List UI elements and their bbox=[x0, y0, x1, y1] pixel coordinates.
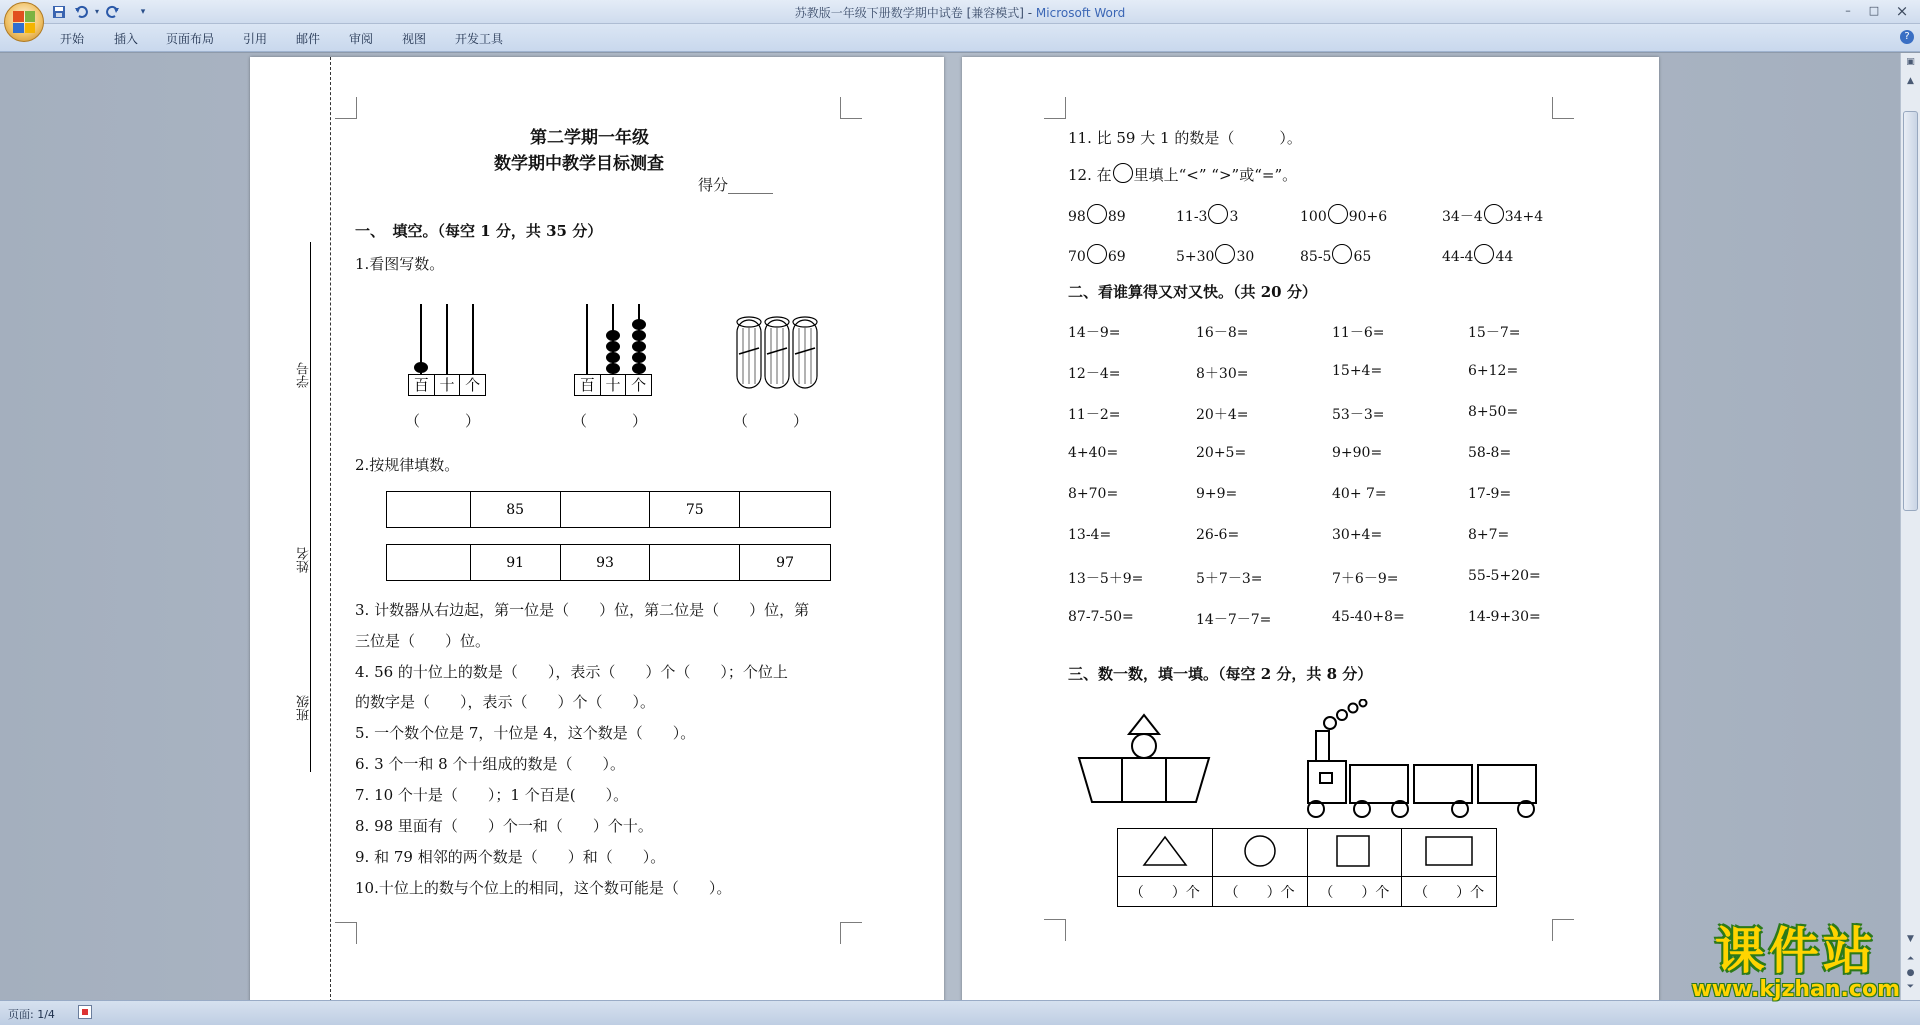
compare-circle[interactable] bbox=[1484, 204, 1504, 224]
margin-name-line bbox=[310, 242, 311, 772]
table-cell bbox=[1307, 829, 1402, 877]
help-icon[interactable]: ? bbox=[1900, 30, 1914, 44]
question-11: 11. 比 59 大 1 的数是（ ）。 bbox=[1068, 129, 1302, 147]
site-watermark bbox=[1691, 922, 1900, 1002]
scroll-up-icon[interactable]: ▲ bbox=[1907, 76, 1914, 86]
tab-references[interactable]: 引用 bbox=[243, 32, 268, 46]
count-blank[interactable]: （ ）个 bbox=[1307, 877, 1402, 907]
office-logo-icon bbox=[13, 11, 35, 33]
calc-problem: 15－7= bbox=[1468, 325, 1521, 341]
name-label: 姓名 bbox=[297, 547, 312, 573]
crop-mark bbox=[1044, 919, 1066, 941]
compare-circle[interactable] bbox=[1087, 204, 1107, 224]
tab-insert[interactable]: 插入 bbox=[114, 32, 139, 46]
calc-problem: 30+4= bbox=[1332, 527, 1383, 543]
calc-problem: 11－6= bbox=[1332, 325, 1385, 341]
score-field: 得分______ bbox=[698, 176, 774, 194]
crop-mark bbox=[335, 922, 357, 944]
calc-problem: 9+9= bbox=[1196, 486, 1238, 502]
question-8: 8. 98 里面有（ ）个一和（ ）个十。 bbox=[355, 817, 653, 835]
table-cell bbox=[1402, 829, 1497, 877]
calc-problem: 6+12= bbox=[1468, 363, 1519, 379]
section2-heading: 二、看谁算得又对又快。（共 20 分） bbox=[1068, 283, 1317, 301]
triangle-icon bbox=[1140, 833, 1190, 869]
binding-line bbox=[330, 57, 331, 1000]
sequence-table-2 bbox=[386, 544, 831, 581]
compare-item: 34－4 34+4 bbox=[1442, 204, 1543, 226]
table-cell[interactable]: 75 bbox=[650, 492, 740, 528]
exam-title-line2: 数学期中教学目标测查 bbox=[494, 154, 664, 174]
table-cell[interactable]: 91 bbox=[470, 545, 560, 581]
shape-count-table bbox=[1117, 828, 1497, 907]
table-cell[interactable]: 97 bbox=[740, 545, 831, 581]
question-12 bbox=[1068, 163, 1297, 185]
compare-item: 85-5 65 bbox=[1300, 244, 1371, 265]
status-bar bbox=[0, 1000, 1920, 1025]
square-icon bbox=[1334, 833, 1374, 869]
compare-item: 98 89 bbox=[1068, 204, 1126, 225]
calc-problem: 20＋4= bbox=[1196, 407, 1249, 423]
app-name: Microsoft Word bbox=[1035, 6, 1126, 20]
calc-problem: 9+90= bbox=[1332, 445, 1383, 461]
compare-item: 11-3 3 bbox=[1176, 204, 1238, 225]
calc-problem: 17-9= bbox=[1468, 486, 1512, 502]
prev-page-icon[interactable]: ⏶ bbox=[1906, 954, 1915, 964]
close-button[interactable]: × bbox=[1895, 2, 1909, 20]
vertical-scrollbar[interactable] bbox=[1900, 53, 1920, 1000]
compare-circle[interactable] bbox=[1215, 244, 1235, 264]
count-blank[interactable]: （ ）个 bbox=[1402, 877, 1497, 907]
calc-problem: 40+ 7= bbox=[1332, 486, 1387, 502]
calc-problem: 12－4= bbox=[1068, 366, 1121, 382]
section3-heading: 三、数一数，填一填。（每空 2 分，共 8 分） bbox=[1068, 665, 1373, 683]
question-7: 7. 10 个十是（ ）；1 个百是( ）。 bbox=[355, 786, 629, 804]
calc-problem: 8+7= bbox=[1468, 527, 1510, 543]
calc-problem: 8+50= bbox=[1468, 404, 1519, 420]
stick-bundles-image bbox=[735, 314, 820, 394]
tab-home[interactable]: 开始 bbox=[60, 32, 85, 46]
count-blank[interactable]: （ ）个 bbox=[1118, 877, 1213, 907]
question-2: 2.按规律填数。 bbox=[355, 456, 460, 474]
section1-heading: 一、 填空。（每空 1 分，共 35 分） bbox=[355, 222, 603, 240]
calc-problem: 13－5＋9= bbox=[1068, 571, 1144, 587]
question-6: 6. 3 个一和 8 个十组成的数是（ ）。 bbox=[355, 755, 625, 773]
question-9: 9. 和 79 相邻的两个数是（ ）和（ ）。 bbox=[355, 848, 666, 866]
question-3-cont: 三位是（ ）位。 bbox=[355, 632, 491, 650]
calc-problem: 11－2= bbox=[1068, 407, 1121, 423]
undo-dropdown-icon[interactable]: ▾ bbox=[94, 7, 99, 16]
abacus-2: 百 十 个 bbox=[574, 304, 652, 396]
next-page-icon[interactable]: ⏷ bbox=[1906, 982, 1915, 992]
compare-item: 100 90+6 bbox=[1300, 204, 1387, 225]
document-page-1[interactable] bbox=[250, 57, 944, 1000]
compare-item: 44-4 44 bbox=[1442, 244, 1513, 265]
tab-view[interactable]: 视图 bbox=[402, 32, 427, 46]
watermark-url: www.kjzhan.com bbox=[1691, 977, 1900, 1002]
circle-icon bbox=[1113, 163, 1133, 183]
compare-circle[interactable] bbox=[1332, 244, 1352, 264]
table-cell bbox=[1212, 829, 1307, 877]
answer-blank-3[interactable]: （ ） bbox=[733, 412, 809, 430]
proofing-icon[interactable] bbox=[78, 1005, 92, 1019]
title-bar bbox=[0, 0, 1920, 24]
compare-item: 5+30 30 bbox=[1176, 244, 1254, 265]
calc-problem: 14－7－7= bbox=[1196, 612, 1272, 628]
watermark-text: 课件站 bbox=[1714, 922, 1877, 980]
calc-problem: 4+40= bbox=[1068, 445, 1119, 461]
crop-mark bbox=[1552, 97, 1574, 119]
train-shapes-image bbox=[1300, 699, 1540, 824]
crop-mark bbox=[840, 922, 862, 944]
calc-problem: 26-6= bbox=[1196, 527, 1240, 543]
calc-problem: 58-8= bbox=[1468, 445, 1512, 461]
question-4-cont: 的数字是（ ），表示（ ）个（ ）。 bbox=[355, 693, 656, 711]
table-cell[interactable] bbox=[560, 492, 650, 528]
abacus-1: 百 十 个 bbox=[408, 304, 486, 396]
question-1: 1.看图写数。 bbox=[355, 255, 445, 273]
ruler-toggle-icon[interactable]: ▣ bbox=[1906, 57, 1915, 67]
table-cell[interactable] bbox=[387, 492, 471, 528]
question-10: 10.十位上的数与个位上的相同，这个数可能是（ ）。 bbox=[355, 879, 732, 897]
question-5: 5. 一个数个位是 7，十位是 4，这个数是（ ）。 bbox=[355, 724, 696, 742]
question-4: 4. 56 的十位上的数是（ ），表示（ ）个（ ）；个位上 bbox=[355, 663, 788, 681]
window-title bbox=[0, 4, 1920, 21]
exam-title-line1: 第二学期一年级 bbox=[530, 128, 649, 148]
table-cell[interactable] bbox=[740, 492, 831, 528]
calc-problem: 7＋6－9= bbox=[1332, 571, 1399, 587]
tab-developer[interactable]: 开发工具 bbox=[455, 32, 504, 46]
office-button[interactable] bbox=[4, 2, 44, 42]
answer-blank-1[interactable]: （ ） bbox=[405, 412, 481, 430]
compare-circle[interactable] bbox=[1087, 244, 1107, 264]
tab-review[interactable]: 审阅 bbox=[349, 32, 374, 46]
calc-problem: 53－3= bbox=[1332, 407, 1385, 423]
calc-problem: 45-40+8= bbox=[1332, 609, 1405, 625]
calc-problem: 55-5+20= bbox=[1468, 568, 1541, 584]
document-name: 苏教版一年级下册数学期中试卷 [兼容模式] - bbox=[794, 6, 1036, 20]
crop-mark bbox=[335, 97, 357, 119]
table-cell[interactable] bbox=[650, 545, 740, 581]
ribbon-tabs bbox=[0, 24, 1920, 52]
calc-problem: 8＋30= bbox=[1196, 366, 1249, 382]
crop-mark bbox=[1552, 919, 1574, 941]
calc-problem: 20+5= bbox=[1196, 445, 1247, 461]
minimize-button[interactable]: – bbox=[1845, 4, 1851, 17]
select-browse-object-icon[interactable]: ● bbox=[1906, 968, 1915, 978]
crop-mark bbox=[840, 97, 862, 119]
robot-shapes-image bbox=[1077, 712, 1212, 822]
answer-blank-2[interactable]: （ ） bbox=[572, 412, 648, 430]
calc-problem: 14－9= bbox=[1068, 325, 1121, 341]
student-no-label: 学号 bbox=[297, 362, 312, 388]
scroll-thumb[interactable] bbox=[1903, 111, 1918, 511]
calc-problem: 14-9+30= bbox=[1468, 609, 1541, 625]
table-cell bbox=[1118, 829, 1213, 877]
question-3: 3. 计数器从右边起，第一位是（ ）位，第二位是（ ）位，第 bbox=[355, 601, 810, 619]
circle-shape-icon bbox=[1240, 833, 1280, 869]
compare-item: 70 69 bbox=[1068, 244, 1126, 265]
calc-problem: 5＋7－3= bbox=[1196, 571, 1263, 587]
sequence-table-1 bbox=[386, 491, 831, 528]
compare-circle[interactable] bbox=[1208, 204, 1228, 224]
tab-mailings[interactable]: 邮件 bbox=[296, 32, 321, 46]
maximize-button[interactable]: □ bbox=[1868, 4, 1880, 17]
crop-mark bbox=[1044, 97, 1066, 119]
calc-problem: 87-7-50= bbox=[1068, 609, 1134, 625]
table-cell[interactable]: 85 bbox=[470, 492, 560, 528]
document-workspace[interactable] bbox=[0, 53, 1900, 1000]
tab-page-layout[interactable]: 页面布局 bbox=[166, 32, 215, 46]
calc-problem: 8+70= bbox=[1068, 486, 1119, 502]
compare-circle[interactable] bbox=[1328, 204, 1348, 224]
rectangle-icon bbox=[1423, 833, 1475, 869]
class-label: 班级 bbox=[297, 695, 312, 721]
customize-qat-icon[interactable]: ▾ bbox=[140, 6, 146, 17]
table-cell[interactable] bbox=[387, 545, 471, 581]
bead bbox=[414, 362, 428, 373]
compare-circle[interactable] bbox=[1474, 244, 1494, 264]
question-12-suffix: 里填上“<” “>”或“=”。 bbox=[1133, 166, 1298, 184]
calc-problem: 15+4= bbox=[1332, 363, 1383, 379]
table-cell[interactable]: 93 bbox=[560, 545, 650, 581]
document-page-2[interactable] bbox=[962, 57, 1659, 1000]
question-12-prefix: 12. 在 bbox=[1068, 166, 1112, 184]
scroll-down-icon[interactable]: ▼ bbox=[1907, 934, 1914, 944]
count-blank[interactable]: （ ）个 bbox=[1212, 877, 1307, 907]
calc-problem: 13-4= bbox=[1068, 527, 1112, 543]
page-count-status[interactable]: 页面: 1/4 bbox=[8, 1008, 55, 1021]
calc-problem: 16－8= bbox=[1196, 325, 1249, 341]
